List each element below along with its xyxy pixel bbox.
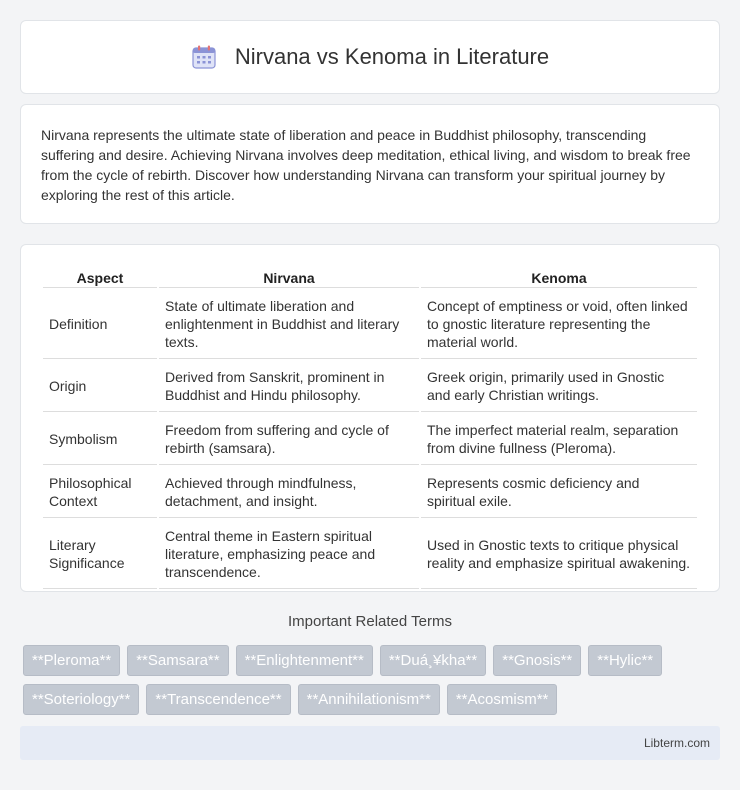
- tag-transcendence[interactable]: **Transcendence**: [146, 684, 290, 715]
- cell-nirvana: State of ultimate liberation and enlightenment in Buddhist and literary texts.: [159, 290, 419, 359]
- tag-enlightenment[interactable]: **Enlightenment**: [236, 645, 373, 676]
- header-nirvana: Nirvana: [159, 267, 419, 288]
- related-terms-list: [23, 645, 723, 715]
- cell-nirvana: Freedom from suffering and cycle of rebirth (samsara).: [159, 414, 419, 465]
- cell-kenoma: Greek origin, primarily used in Gnostic and early Christian writings.: [421, 361, 697, 412]
- tag-samsara[interactable]: **Samsara**: [127, 645, 228, 676]
- header-card: [20, 20, 720, 94]
- cell-aspect: Symbolism: [43, 414, 157, 465]
- cell-nirvana: Central theme in Eastern spiritual literature, emphasizing peace and transcendence.: [159, 520, 419, 589]
- comparison-table: [41, 265, 699, 591]
- related-terms-title: Important Related Terms: [288, 613, 452, 630]
- table-row: [43, 361, 697, 412]
- cell-aspect: Literary Significance: [43, 520, 157, 589]
- intro-card: [20, 104, 720, 224]
- calendar-grid-icon: [191, 44, 217, 70]
- tag-dukkha[interactable]: **Duá¸¥kha**: [380, 645, 486, 676]
- tag-gnosis[interactable]: **Gnosis**: [493, 645, 581, 676]
- comparison-card: [20, 244, 720, 592]
- tag-annihilationism[interactable]: **Annihilationism**: [298, 684, 440, 715]
- table-row: [43, 414, 697, 465]
- page-title: Nirvana vs Kenoma in Literature: [234, 44, 550, 69]
- header-kenoma: Kenoma: [421, 267, 697, 288]
- cell-aspect: Origin: [43, 361, 157, 412]
- tag-soteriology[interactable]: **Soteriology**: [23, 684, 139, 715]
- tag-pleroma[interactable]: **Pleroma**: [23, 645, 120, 676]
- intro-text: Nirvana represents the ultimate state of liberation and peace in Buddhist philosophy, transcending suffering and desire. Achieving Nirvana involves deep meditation, ethical living, and wisdom to break free from the cycle of rebirth. Discover how understanding Nirvana can transform your spiritual journey by exploring the rest of this article.: [41, 127, 691, 203]
- cell-aspect: Definition: [43, 290, 157, 359]
- cell-kenoma: The imperfect material realm, separation from divine fullness (Pleroma).: [421, 414, 697, 465]
- header-aspect: Aspect: [43, 267, 157, 288]
- table-header-row: [43, 267, 697, 288]
- cell-nirvana: Achieved through mindfulness, detachment, and insight.: [159, 467, 419, 518]
- cell-kenoma: Used in Gnostic texts to critique physical reality and emphasize spiritual awakening.: [421, 520, 697, 589]
- footer: [20, 726, 720, 760]
- table-row: [43, 290, 697, 359]
- tag-hylic[interactable]: **Hylic**: [588, 645, 662, 676]
- tag-acosmism[interactable]: **Acosmism**: [447, 684, 558, 715]
- cell-kenoma: Concept of emptiness or void, often linked to gnostic literature representing the material world.: [421, 290, 697, 359]
- footer-site-link[interactable]: Libterm.com: [643, 736, 710, 750]
- cell-nirvana: Derived from Sanskrit, prominent in Buddhist and Hindu philosophy.: [159, 361, 419, 412]
- cell-aspect: Philosophical Context: [43, 467, 157, 518]
- table-row: [43, 520, 697, 589]
- table-row: [43, 467, 697, 518]
- cell-kenoma: Represents cosmic deficiency and spiritual exile.: [421, 467, 697, 518]
